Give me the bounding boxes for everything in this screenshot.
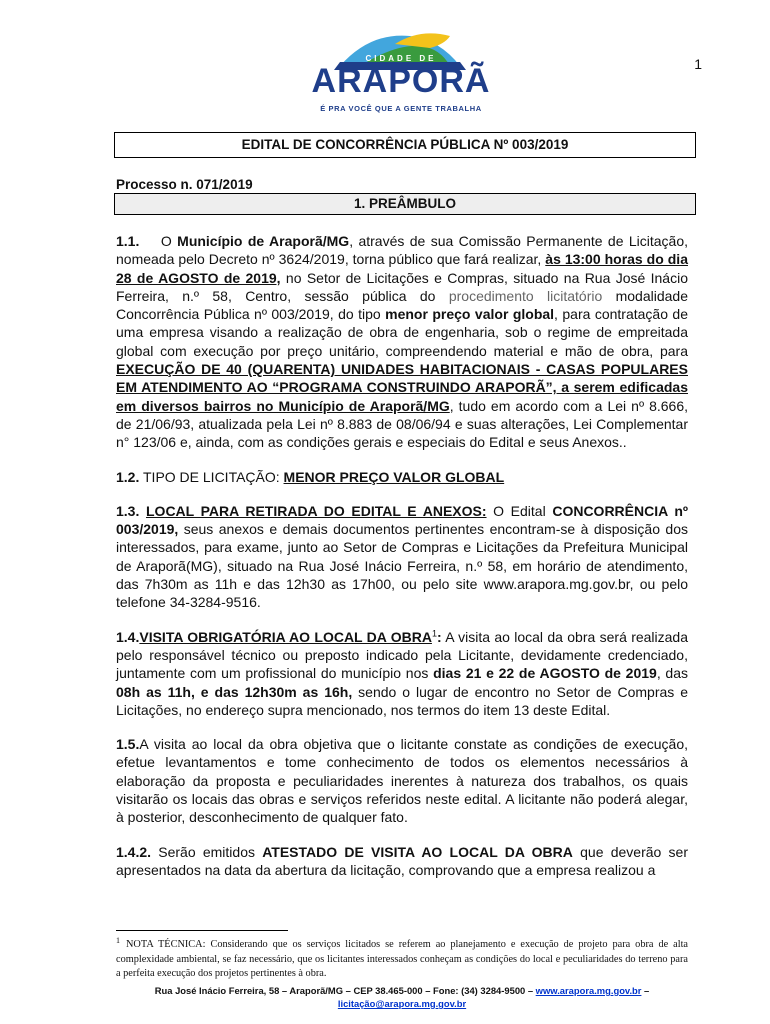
paragraph-1-1 — [116, 232, 688, 452]
email-link[interactable]: licitação@arapora.mg.gov.br — [337, 998, 467, 1009]
footnote-divider — [116, 930, 288, 931]
item-number: 1.2. — [116, 468, 140, 485]
item-number: 1.5. — [116, 736, 140, 753]
bold-text: Município de Araporã/MG — [177, 233, 350, 249]
araporã-logo — [300, 14, 500, 113]
text: TIPO DE LICITAÇÃO: — [139, 468, 284, 485]
footnote — [116, 935, 688, 982]
footnote-text: NOTA TÉCNICA: Considerando que os serviços licitados se referem ao planejamento e execução de projeto para obra de alta complexidade ambiental, se faz necessário, que os licitantes interessados conheçam as condições do local e peculiaridades do terreno para a perfeita execução dos projetos pertinentes à obra. — [116, 939, 688, 979]
text: O — [160, 233, 178, 249]
footnote-ref[interactable]: 1 — [431, 627, 437, 638]
paragraph-1-4 — [116, 628, 688, 719]
bold-underline-text: EXECUÇÃO DE 40 (QUARENTA) UNIDADES HABITACIONAIS - CASAS POPULARES EM ATENDIMENTO AO “PROGRAMA CONSTRUINDO ARAPORÃ”, a serem edificadas em diversos bairros no Município de Araporã/MG — [116, 361, 688, 414]
text: , para contratação de uma empresa visando a realização de obra de engenharia, sob o regime de empreitada global com execução por preço unitário, compreendendo material e mão de obra, para — [116, 306, 689, 359]
gray-text: procedimento licitatório — [448, 287, 603, 304]
paragraph-1-2 — [116, 468, 688, 486]
item-number: 1.1. — [116, 233, 140, 249]
bold-text: dias 21 e 22 de AGOSTO de 2019 — [433, 665, 657, 682]
item-number: 1.3. — [116, 502, 140, 519]
text: sendo o lugar de encontro no Setor de Compras e Licitações, no endereço supra mencionado, nos termos do item 13 deste Edital. — [116, 683, 688, 718]
bold-underline-text: VISITA OBRIGATÓRIA AO LOCAL DA OBRA — [139, 628, 432, 645]
website-link[interactable]: www.arapora.mg.gov.br — [535, 985, 642, 996]
text: O Edital — [486, 502, 553, 519]
text: A visita ao local da obra objetiva que o licitante constate as condições de execução, efetue levantamentos e tome conhecimento de todos os elementos necessários à elaboração da proposta e peculiaridades inerentes à natureza dos trabalhos, os quais visitarão os locais das obras e serviços referidos neste edital. A licitante não poderá alegar, à posterior, desconhecimento de qualquer fato. — [116, 736, 688, 826]
text: seus anexos e demais documentos pertinentes encontram-se à disposição dos interessados, para exame, junto ao Setor de Compras e Licitações da Prefeitura Municipal de Araporã(MG), situado na Rua José Inácio Ferreira, n.º 58, em horário de atendimento, das 7h30m as 11h e das 12h30 as 17h00, ou pelo site www.arapora.mg.gov.br, ou pelo telefone 34-3284-9516. — [116, 521, 688, 611]
bold-text: menor preço valor global — [385, 306, 555, 323]
document-title: EDITAL DE CONCORRÊNCIA PÚBLICA Nº 003/2019 — [114, 132, 696, 158]
text: A visita ao local da obra será realizada pelo responsável técnico ou preposto indicado pela Licitante, devidamente credenciado, juntamente com um profissional do município nos — [116, 628, 689, 682]
bold-text: 08h as 11h, e das 12h30m as 16h, — [116, 683, 353, 700]
logo-top-text: CIDADE DE — [365, 54, 437, 63]
process-number: Processo n. 071/2019 — [116, 177, 253, 192]
footer-address: Rua José Inácio Ferreira, 58 – Araporã/MG – CEP 38.465-000 – Fone: (34) 3284-9500 – — [154, 985, 536, 996]
bold-underline-text: às 13:00 horas do dia 28 de AGOSTO de 2019, — [116, 251, 688, 286]
page-footer — [116, 984, 688, 1010]
paragraph-1-4-2 — [116, 843, 688, 880]
text: modalidade Concorrência Pública nº 003/2019, do tipo — [116, 287, 688, 323]
text: , através de sua Comissão Permanente de Licitação, nomeada pelo Decreto nº 3624/2019, torna público que fará realizar, — [116, 233, 689, 268]
page-number: 1 — [694, 56, 702, 72]
text: , das — [656, 665, 688, 682]
footer-separator: – — [641, 985, 650, 996]
item-number: 1.4. — [116, 628, 140, 645]
bold-underline-text: LOCAL PARA RETIRADA DO EDITAL E ANEXOS: — [146, 502, 487, 519]
bold-text: CONCORRÊNCIA nº 003/2019, — [116, 502, 688, 538]
logo-slogan: É PRA VOCÊ QUE A GENTE TRABALHA — [320, 104, 482, 113]
paragraph-1-5 — [116, 735, 688, 826]
footnote-mark: 1 — [116, 935, 120, 945]
section-title: 1. PREÂMBULO — [114, 193, 696, 215]
document-body — [116, 232, 688, 895]
text: no Setor de Licitações e Compras, situado na Rua José Inácio Ferreira, n.º 58, Centro, sessão pública do — [116, 269, 688, 304]
logo-name: ARAPORÃ — [311, 62, 491, 100]
text: que deverão ser apresentados na data da abertura da licitação, comprovando que a empresa realizou a — [116, 843, 688, 878]
text: , tudo em acordo com a Lei nº 8.666, de 21/06/93, atualizada pela Lei nº 8.883 de 08/06/94 e suas alterações, Lei Complementar n° 123/06 e, ainda, com as condições gerais e especiais do Edital e seus Anexos.. — [116, 397, 688, 451]
bold-underline-text: MENOR PREÇO VALOR GLOBAL — [283, 468, 505, 485]
text: Serão emitidos — [151, 843, 263, 860]
bold-text: ATESTADO DE VISITA AO LOCAL DA OBRA — [262, 843, 573, 860]
paragraph-1-3 — [116, 502, 688, 612]
bold-text: : — [436, 628, 442, 645]
item-number: 1.4.2. — [116, 843, 152, 860]
